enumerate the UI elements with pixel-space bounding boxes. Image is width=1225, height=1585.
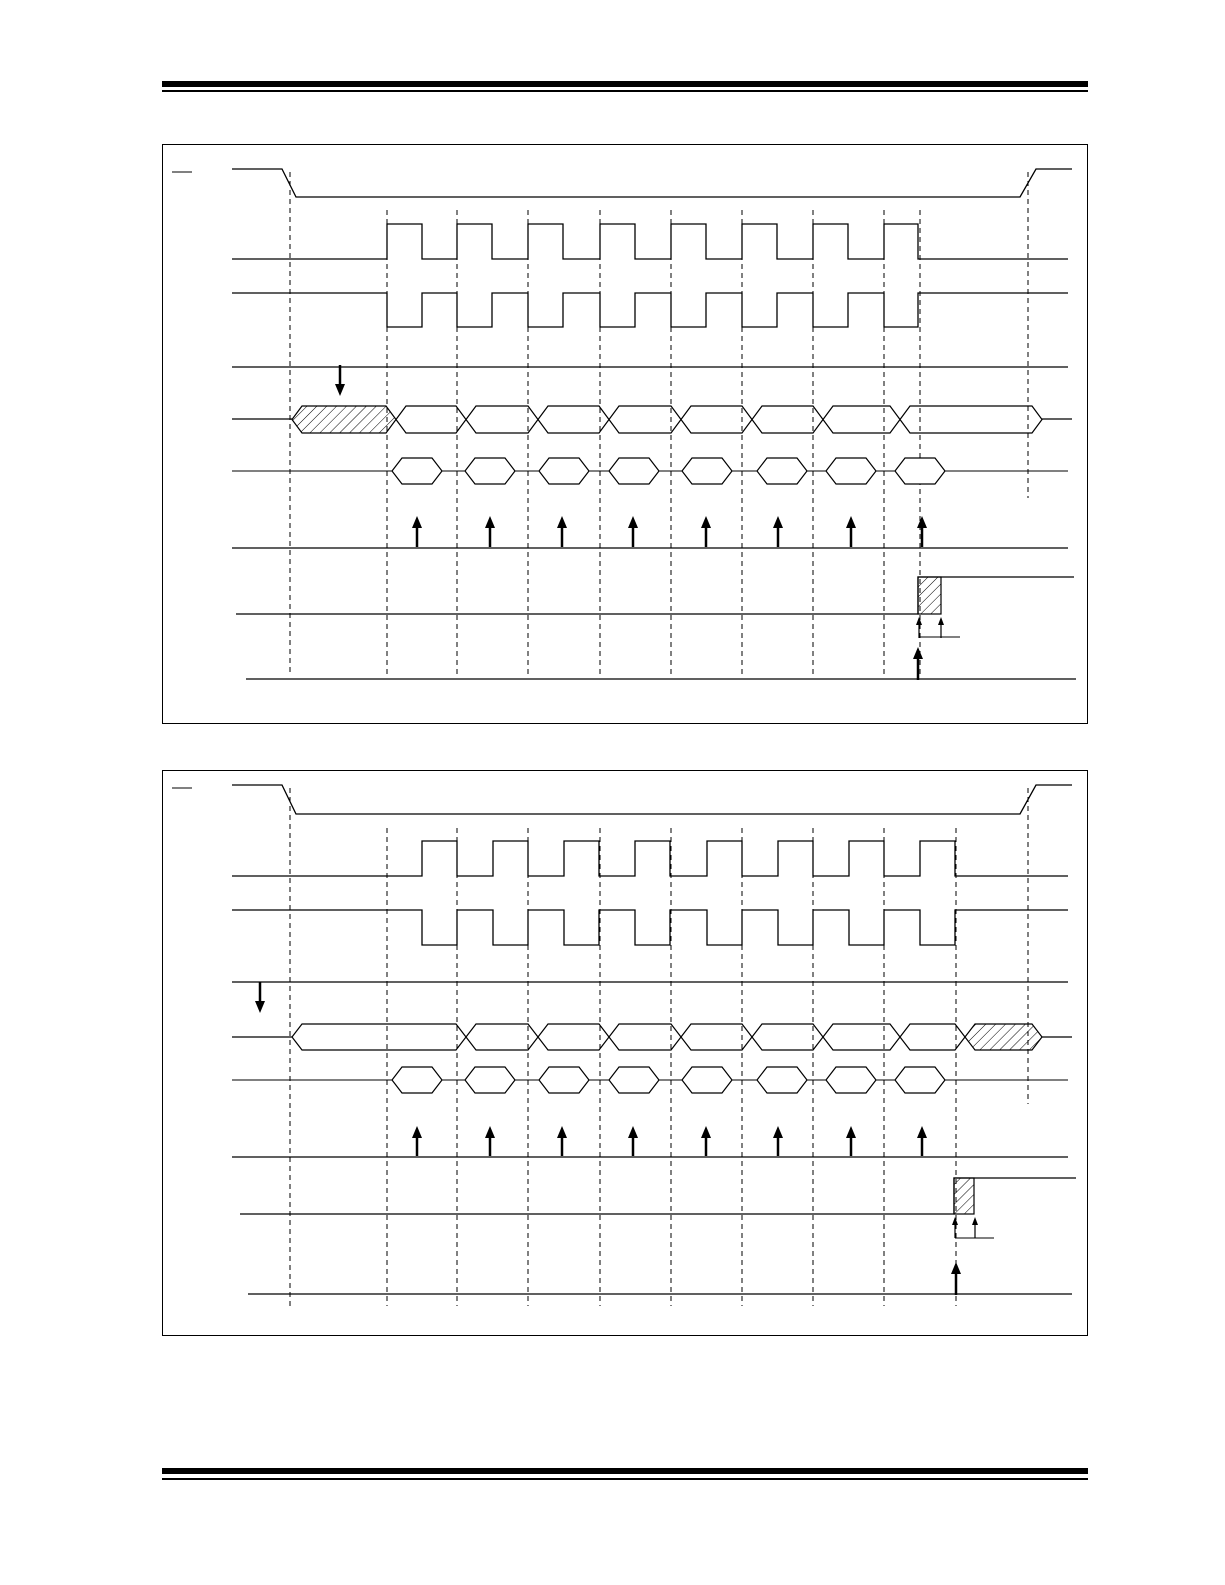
data-in-bit-cell — [682, 1067, 732, 1093]
up-arrow-icon — [485, 1126, 495, 1138]
down-arrow-icon — [255, 1001, 265, 1013]
up-arrow-icon — [701, 516, 711, 528]
data-in-bit-cell — [392, 458, 442, 484]
up-arrow-icon — [412, 516, 422, 528]
data-in-bit-cell — [895, 1067, 945, 1093]
up-arrow-icon — [916, 617, 922, 625]
data-out-bit-cell — [823, 1024, 900, 1050]
up-arrow-icon — [917, 516, 927, 528]
data-out-bit-cell — [538, 1024, 609, 1050]
data-out-bit-cell — [752, 406, 823, 433]
up-arrow-icon — [846, 516, 856, 528]
data-in-bit-cell — [465, 458, 515, 484]
status-flag-hatched — [918, 577, 941, 614]
down-arrow-icon — [335, 384, 345, 396]
up-arrow-icon — [773, 1126, 783, 1138]
up-arrow-icon — [972, 1217, 978, 1225]
data-out-bit-cell — [466, 406, 538, 433]
up-arrow-icon — [952, 1217, 958, 1225]
data-out-bit-cell — [609, 406, 681, 433]
data-out-bit-cell — [609, 1024, 681, 1050]
timing-diagram-2 — [172, 785, 1076, 1306]
data-out-hatched-start — [292, 406, 396, 433]
up-arrow-icon — [773, 516, 783, 528]
chip-select-signal — [232, 785, 1072, 814]
data-in-bit-cell — [392, 1067, 442, 1093]
timing-diagram-1 — [172, 169, 1076, 680]
data-in-bit-cell — [757, 458, 807, 484]
data-out-bit-cell — [900, 1024, 965, 1050]
status-flag-signal — [240, 1178, 1076, 1214]
up-arrow-icon — [938, 617, 944, 625]
data-in-bit-cell — [609, 1067, 659, 1093]
up-arrow-icon — [412, 1126, 422, 1138]
clock-signal-idle-high — [232, 293, 1068, 327]
data-out-bit-cell — [752, 1024, 823, 1050]
data-out-bit-cell — [823, 406, 900, 433]
data-out-bit-cell — [681, 1024, 752, 1050]
data-in-bit-cell — [826, 458, 876, 484]
up-arrow-icon — [913, 647, 923, 659]
up-arrow-icon — [846, 1126, 856, 1138]
data-in-bit-cell — [539, 1067, 589, 1093]
data-in-bit-cell — [895, 458, 945, 484]
data-out-hatched-end — [965, 1024, 1042, 1050]
data-in-bit-cell — [826, 1067, 876, 1093]
up-arrow-icon — [628, 1126, 638, 1138]
data-in-bit-cell — [465, 1067, 515, 1093]
status-flag-signal — [236, 577, 1074, 614]
up-arrow-icon — [701, 1126, 711, 1138]
data-in-bit-cell — [609, 458, 659, 484]
data-in-bit-cell — [757, 1067, 807, 1093]
status-flag-hatched — [954, 1178, 974, 1214]
up-arrow-icon — [951, 1262, 961, 1274]
data-out-bit-cell — [292, 1024, 466, 1050]
data-out-bit-cell — [900, 406, 1042, 433]
chip-select-signal — [232, 169, 1072, 197]
data-in-bit-cell — [682, 458, 732, 484]
data-in-bit-cell — [539, 458, 589, 484]
up-arrow-icon — [917, 1126, 927, 1138]
clock-signal-idle-low — [232, 841, 1068, 876]
data-out-bit-cell — [681, 406, 752, 433]
data-out-bit-cell — [538, 406, 609, 433]
up-arrow-icon — [628, 516, 638, 528]
up-arrow-icon — [557, 516, 567, 528]
data-out-bit-cell — [396, 406, 466, 433]
up-arrow-icon — [485, 516, 495, 528]
up-arrow-icon — [557, 1126, 567, 1138]
clock-signal-idle-low — [232, 224, 1068, 259]
clock-signal-idle-high — [232, 910, 1068, 945]
data-out-bit-cell — [466, 1024, 538, 1050]
